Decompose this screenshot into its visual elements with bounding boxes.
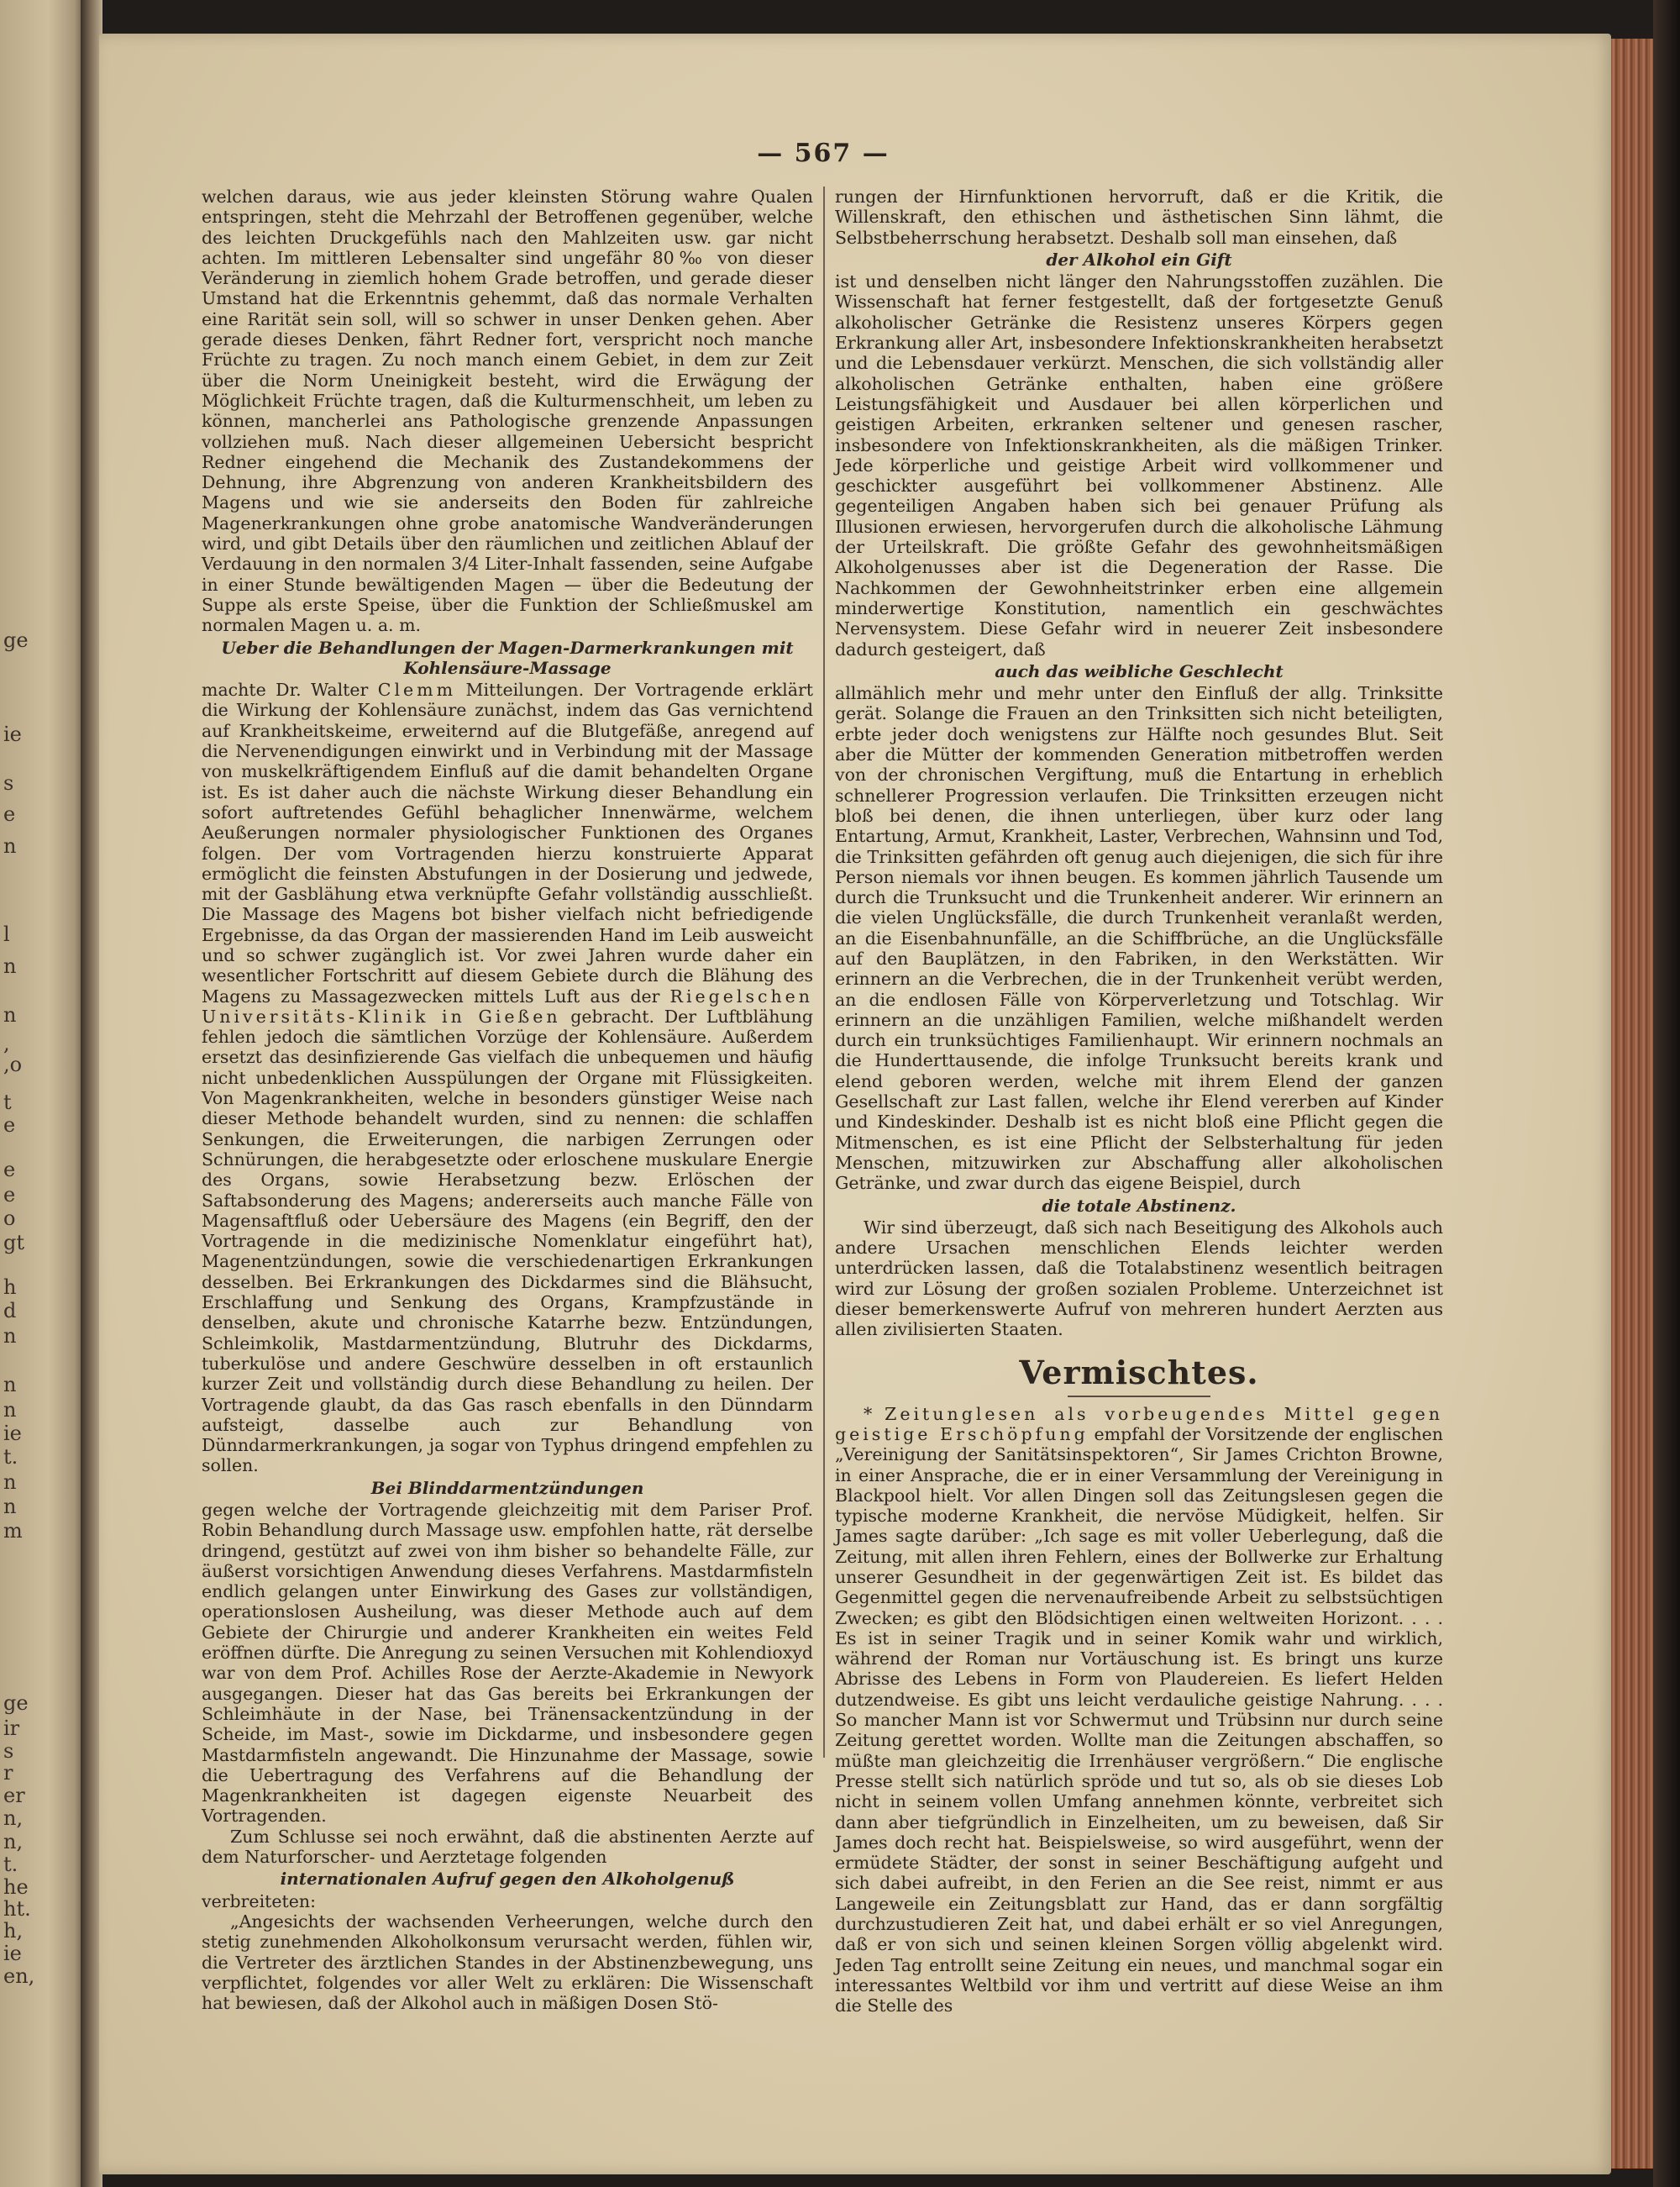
left-page-text-fragment: h (3, 1275, 17, 1299)
left-page-text-fragment: n (3, 1373, 17, 1396)
text-run: empfahl der Vorsitzende der englischen „Vereinigung der Sanitätsinspektoren“, Sir James Crichton Browne, in einer Ansprache, die er in einer Versammlung der Vereinigung in Blackpool hielt. Vor allen Dingen soll das Zeitungslesen gegen die typische moderne Krankheit, die nervöse Müdigkeit, helfen. Sir James sagte darüber: „Ich sage es mit voller Ueberlegung, daß die Zeitung, mit allen ihren Fehlern, eines der Bollwerke zur Erhaltung unserer Gesundheit in der gegenwärtigen Zeit ist. Es bildet das Gegenmittel gegen die nervenaufreibende Arbeit zu selbstsüchtigen Zwecken; es gibt den Blödsichtigen einen weltweiten Horizont. . . . Es ist in seiner Tragik und in seiner Komik wahr und wirklich, während der Roman nur Vortäuschung ist. Es bringt uns kurze Abrisse des Lebens in Form von Plaudereien. Es liefert Helden dutzendweise. Es gibt uns leicht verdauliche geistige Nahrung. . . . So mancher Mann ist vor Schwermut und Trübsinn nur durch seine Zeitung gerettet worden. Wollte man die Zeitungen abschaffen, so müßte man gleichzeitig die Irrenhäuser vergrößern.“ Die englische Presse stellt sich natürlich spröde und tut so, als ob sie dieses Lob nicht in seinem vollen Umfang annehmen könnte, verbreitet sich dann aber tiefgründlich in Einzelheiten, um zu beweisen, daß Sir James doch recht hat. Beispielsweise, so wird ausgeführt, wenn der ermüdete Städter, der sonst in seiner Beschäftigung aufgeht und sich dabei aufreibt, in den Ferien an die See reist, nimmt er aus Langeweile ein Zeitungsblatt zur Hand, das er dann sorgfältig durchzustudieren Zeit hat, und dabei erhält er so viel Anregungen, daß er von sich und seinen kleinen Sorgen völlig abgelenkt wird. Jeden Tag entrollt seine Zeitung ein neues, und manchmal sogar ein interessantes Weltbild vor ihm und vertritt auf diese Weise an ihm die Stelle des (835, 1423, 1443, 2016)
subheading: die totale Abstinenz. (1042, 1195, 1236, 1216)
left-page-text-fragment: r (3, 1761, 13, 1785)
left-page-text-fragment: t (3, 1091, 12, 1114)
left-page-text-fragment: l (3, 923, 10, 946)
left-page-text-fragment: ie (3, 1942, 22, 1965)
left-page-text-fragment: t. (3, 1445, 18, 1469)
left-page-text-fragment: ht. (3, 1897, 31, 1921)
left-page-text-fragment: ge (3, 1691, 29, 1715)
left-page-text-fragment: s (3, 1739, 14, 1763)
section-heading: Vermischtes. (1019, 1353, 1259, 1391)
left-page-text-fragment: e (3, 1113, 16, 1137)
left-page-text-fragment: n, (3, 1806, 24, 1830)
paragraph: welchen daraus, wie aus jeder kleinsten Störung wahre Qualen entspringen, steht die Mehrzahl der Betroffenen gegenüber, welche des leichten Druckgefühls nach den Mahlzeiten usw. gar nicht achten. Im mittleren Lebensalter sind ungefähr 80‰ von dieser Veränderung in ziemlich hohem Grade betroffen, und gerade dieser Umstand hat die Erkenntnis gehemmt, daß das normale Verhalten eine Rarität sein soll, will so schwer in unser Denken gehen. Aber gerade dieses Denken, fährt Redner fort, verspricht noch manche Früchte zu tragen. Zu noch manch einem Gebiet, in dem zur Zeit über die Norm Uneinigkeit besteht, wird die Erwägung der Möglichkeit Früchte tragen, daß die Kulturmenschheit, um leben zu können, mancherlei ans Pathologische grenzende Anpassungen vollziehen muß. Nach dieser allgemeinen Uebersicht bespricht Redner eingehend die Mechanik des Zustandekommens der Dehnung, ihre Abgrenzung von anderen Krankheitsbildern des Magens und wie sie anderseits den Boden für zahlreiche Magenerkrankungen ohne grobe anatomische Wandveränderungen wird, und gibt Details über den räumlichen und zeitlichen Ablauf der Verdauung in den normalen 3/4 Liter-Inhalt fassenden, seine Aufgabe in einer Stunde bewältigenden Magen — über die Bedeutung der Suppe als erste Speise, über die Funktion der Schließmuskel am normalen Magen u. a. m. (202, 187, 813, 636)
subheading: Bei Blinddarmentzündungen (370, 1477, 644, 1498)
left-page-text-fragment: ie (3, 723, 22, 746)
left-page-text-fragment: n (3, 834, 17, 858)
left-page-text-fragment: en, (3, 1964, 35, 1988)
left-page-text-fragment: m (3, 1519, 23, 1543)
left-page-text-fragment: d (3, 1299, 17, 1322)
previous-page-edge (0, 0, 87, 2187)
left-page-text-fragment: n (3, 1495, 17, 1518)
left-page-text-fragment: n (3, 1324, 17, 1348)
left-page-text-fragment: h, (3, 1919, 24, 1943)
paragraph: rungen der Hirnfunktionen hervorruft, daß er die Kritik, die Willenskraft, den ethischen und ästhetischen Sinn lähmt, die Selbstbeherrschung herabsetzt. Deshalb soll man einsehen, daß (835, 187, 1443, 248)
left-page-text-fragment: n (3, 1003, 17, 1027)
spaced-name: Riegelschen Universitäts-Klinik in Gießen (202, 986, 813, 1027)
left-page-text-fragment: n (3, 954, 17, 978)
left-page-text-fragment: n, (3, 1830, 24, 1853)
subheading: der Alkohol ein Gift (1046, 249, 1232, 270)
paragraph (835, 1404, 1443, 2016)
paragraph: Wir sind überzeugt, daß sich nach Beseitigung des Alkohols auch andere Ursachen menschlichen Elends leichter werden unterdrücken lassen, daß die Totalabstinenz wesentlich beitragen wird zur Lösung der großen sozialen Probleme. Unterzeichnet ist dieser bemerkenswerte Aufruf von mehreren hundert Aerzten aus allen zivilisierten Staaten. (835, 1217, 1443, 1340)
left-page-text-fragment: e (3, 1158, 16, 1181)
page-number: — 567 — (757, 139, 890, 168)
paragraph: gegen welche der Vortragende gleichzeitig mit dem Pariser Prof. Robin Behandlung durch Massage usw. empfohlen hatte, rät derselbe dringend, gestützt auf zwei von ihm bisher so behandelte Fälle, zur äußerst vorsichtigen Anwendung dieses Verfahrens. Mastdarmfisteln endlich gelangen unter Einwirkung des Gases zur vollständigen, operationslosen Ausheilung, was dieser Methode auch auf dem Gebiete der Chirurgie und anderer Krankheiten ein weites Feld eröffnen dürfte. Die Anregung zu seinen Versuchen mit Kohlendioxyd war von dem Prof. Achilles Rose der Aerzte-Akademie in Newyork ausgegangen. Dieser hat das Gas bereits bei Erkrankungen der Schleimhäute in der Nase, bei Tränensackentzündung in der Scheide, im Mast-, sowie im Dickdarme, und insbesondere gegen Mastdarmfisteln angewandt. Die Hinzunahme der Massage, sowie die Uebertragung des Verfahrens auf die Behandlung der Magenkrankheiten ist dagegen eigenste Neuarbeit des Vortragenden. (202, 1500, 813, 1827)
left-page-text-fragment: t. (3, 1853, 18, 1876)
right-column (835, 187, 1443, 2016)
subheading: auch das weibliche Geschlecht (995, 660, 1284, 681)
paragraph (202, 680, 813, 1476)
left-page-text-fragment: n (3, 1398, 17, 1422)
paragraph: ist und denselben nicht länger den Nahrungsstoffen zuzählen. Die Wissenschaft hat ferner festgestellt, daß der fortgesetzte Genuß alkoholischer Getränke die Resistenz unseres Körpers gegen Erkrankung aller Art, insbesondere Infektionskrankheiten herabsetzt und die Lebensdauer verkürzt. Menschen, die sich vollständig aller alkoholischen Getränke enthalten, haben eine größere Leistungsfähigkeit und Ausdauer bei allen körperlichen und geistigen Arbeiten, erkranken seltener und genesen rascher, insbesondere von Infektionskrankheiten, als die mäßigen Trinker. Jede körperliche und geistige Arbeit wird vollkommener und geschickter ausgeführt bei vollkommener Abstinenz. Alle gegenteiligen Angaben haben sich bei genauer Prüfung als Illusionen erwiesen, hervorgerufen durch die alkoholische Lähmung der Urteilskraft. Die größte Gefahr des gewohnheitsmäßigen Alkoholgenusses aber ist die Degeneration der Rasse. Die Nachkommen der Gewohnheitstrinker erben eine allgemein minderwertige Konstitution, namentlich ein geschwächtes Nervensystem. Diese Gefahr wird in neuerer Zeit insbesondere dadurch gesteigert, daß (835, 271, 1443, 660)
spaced-title: Zeitunglesen als vorbeugendes Mittel gegen geistige Erschöpfung (835, 1403, 1443, 1444)
text-run: machte Dr. Walter (202, 680, 378, 701)
left-page-text-fragment: n (3, 1470, 17, 1494)
subheading: internationalen Aufruf gegen den Alkoholgenuß (280, 1869, 735, 1890)
column-divider (823, 187, 825, 1758)
left-page-text-fragment: ,o (3, 1053, 23, 1076)
left-page-text-fragment: e (3, 802, 16, 826)
paragraph: verbreiteten: (202, 1890, 316, 1911)
paragraph: „Angesichts der wachsenden Verheerungen, welche durch den stetig zunehmenden Alkoholkonsum verursacht werden, fühlen wir, die Vertreter des ärztlichen Standes in der Abstinenzbewegung, uns verpflichtet, folgendes vor aller Welt zu erklären: Die Wissenschaft hat bewiesen, daß der Alkohol auch in mäßigen Dosen Stö- (202, 1911, 813, 2014)
subheading: Ueber die Behandlungen der Magen-Darmerkrankungen mit Kohlensäure-Massage (221, 637, 794, 678)
left-page-text-fragment: er (3, 1784, 25, 1807)
text-run: gebracht. Der Luftblähung fehlen jedoch die sämtlichen Vorzüge der Kohlensäure. Außerdem ersetzt das desinfizierende Gas vielfach die unbequemen und häufig nicht unbedenklichen Ausspülungen der Organe mit Flüssigkeiten. Von Magenkrankheiten, welche in besonders günstiger Weise nach dieser Methode behandelt wurden, sind zu nennen: die schlaffen Senkungen, die Erweiterungen, die narbigen Zerrungen oder Schnürungen, die herabgesetzte oder erloschene muskulare Energie des Organs, sowie Herabsetzung bezw. Erlöschen der Saftabsonderung des Magens; andererseits auch manche Fälle von Magensaftfluß oder Uebersäure des Magens (ein Begriff, den der Vortragende in die medizinische Nomenklatur eingeführt hat), Magenentzündungen, sowie die verschiedenartigen Erkrankungen desselben. Bei Erkrankungen des Dickdarmes sind die Blähsucht, Erschlaffung und Senkung des Organs, Krampfzustände in denselben, akute und chronische Katarrhe bezw. Entzündungen, Schleimkolik, Mastdarmentzündung, Blutruhr des Dickdarms, tuberkulöse und andere Geschwüre desselben in oft erstaunlich kurzer Zeit und vollständig durch diese Behandlung zu heilen. Der Vortragende glaubt, da das Gas rasch ebenfalls in den Dünndarm aufsteigt, dasselbe auch zur Behandlung von Dünndarmerkrankungen, ja sogar von Typhus dringend empfehlen zu sollen. (202, 1006, 813, 1476)
left-page-text-fragment: , (3, 1032, 10, 1055)
book-cover-board (1653, 0, 1680, 2187)
left-page-text-fragment: ge (3, 628, 29, 652)
paragraph: Zum Schlusse sei noch erwähnt, daß die abstinenten Aerzte auf dem Naturforscher- und Aerztetage folgenden (202, 1826, 813, 1868)
left-page-text-fragment: he (3, 1875, 29, 1899)
left-page-text-fragment: ie (3, 1422, 22, 1445)
left-page-text-fragment: o (3, 1207, 16, 1230)
left-page-text-fragment: s (3, 771, 14, 795)
left-page-text-fragment: ir (3, 1716, 20, 1740)
spaced-name: Clemm (377, 680, 457, 701)
left-page-text-fragment: e (3, 1183, 16, 1207)
left-column (202, 187, 813, 2013)
left-page-text-fragment: gt (3, 1231, 25, 1254)
paragraph: allmählich mehr und mehr unter den Einfluß der allg. Trinksitte gerät. Solange die Frauen an den Trinksitten sich nicht beteiligten, erbte jeder doch wenigstens zur Hälfte noch gesundes Blut. Seit aber die Mütter der kommenden Generation mitbetroffen werden von der chronischen Vergiftung, muß die Entartung in erheblich schnellerer Progression verlaufen. Die Trinksitten erzeugen nicht bloß bei denen, die ihnen unterliegen, über kurz oder lang Entartung, Armut, Krankheit, Laster, Verbrechen, Wahnsinn und Tod, die Trinksitten gefährden oft genug auch diejenigen, die sich für ihre Person niemals vor ihnen beugen. Es kommen jährlich Tausende um durch die Trunksucht und die Trunkenheit anderer. Wir erinnern an die vielen Unglücksfälle, die durch Trunkenheit veranlaßt werden, an die Eisenbahnunfälle, an die Schiffbrüche, an die Unglücksfälle auf den Bauplätzen, in den Fabriken, in den Werkstätten. Wir erinnern an die Verbrechen, die in der Trunkenheit verübt werden, an die endlosen Fälle von Körperverletzung und Totschlag. Wir erinnern an die unzähligen Familien, welche mißhandelt werden durch ein trunksüchtiges Familienhaupt. Wir erinnern nochmals an die Hunderttausende, die infolge Trunksucht bereits krank und elend geboren werden, welche mit ihrem Elend der ganzen Gesellschaft zur Last fallen, welche ihr Elend vererben auf Kinder und Kindeskinder. Deshalb ist es nicht bloß eine Pflicht gegen die Mitmenschen, es ist eine Pflicht der Selbsterhaltung für jeden Menschen, mitzuwirken zur Abschaffung aller alkoholischen Getränke, und zwar durch das eigene Beispiel, durch (835, 683, 1443, 1194)
text-run: * (864, 1403, 885, 1424)
heading-rule (1068, 1396, 1210, 1397)
text-run: Mitteilungen. Der Vortragende erklärt die Wirkung der Kohlensäure zunächst, indem das Gas vernichtend auf Krankheitskeime, erweiternd auf die Blutgefäße, anregend auf die Nervenendigungen einwirkt und in Verbindung mit der Massage von muskelkräftigendem Einfluß auf die damit behandelten Organe ist. Es ist daher auch die nächste Wirkung dieser Behandlung ein sofort auftretendes Gefühl behaglicher Innenwärme, welchem Aeußerungen normaler physiologischer Funktionen des Organes folgen. Der vom Vortragenden hierzu konstruierte Apparat ermöglicht die feinsten Abstufungen in der Dosierung und jedwede, mit der Gasblähung etwa verknüpfte Gefahr vollständig ausschließt. Die Massage des Magens bot bisher vielfach nicht befriedigende Ergebnisse, da das Organ der massierenden Hand im Leib ausweicht und so schwer zugänglich ist. Vor zwei Jahren wurde daher ein wesentlicher Fortschritt auf diesem Gebiete durch die Blähung des Magens zu Massagezwecken mittels Luft aus der (202, 680, 813, 1007)
